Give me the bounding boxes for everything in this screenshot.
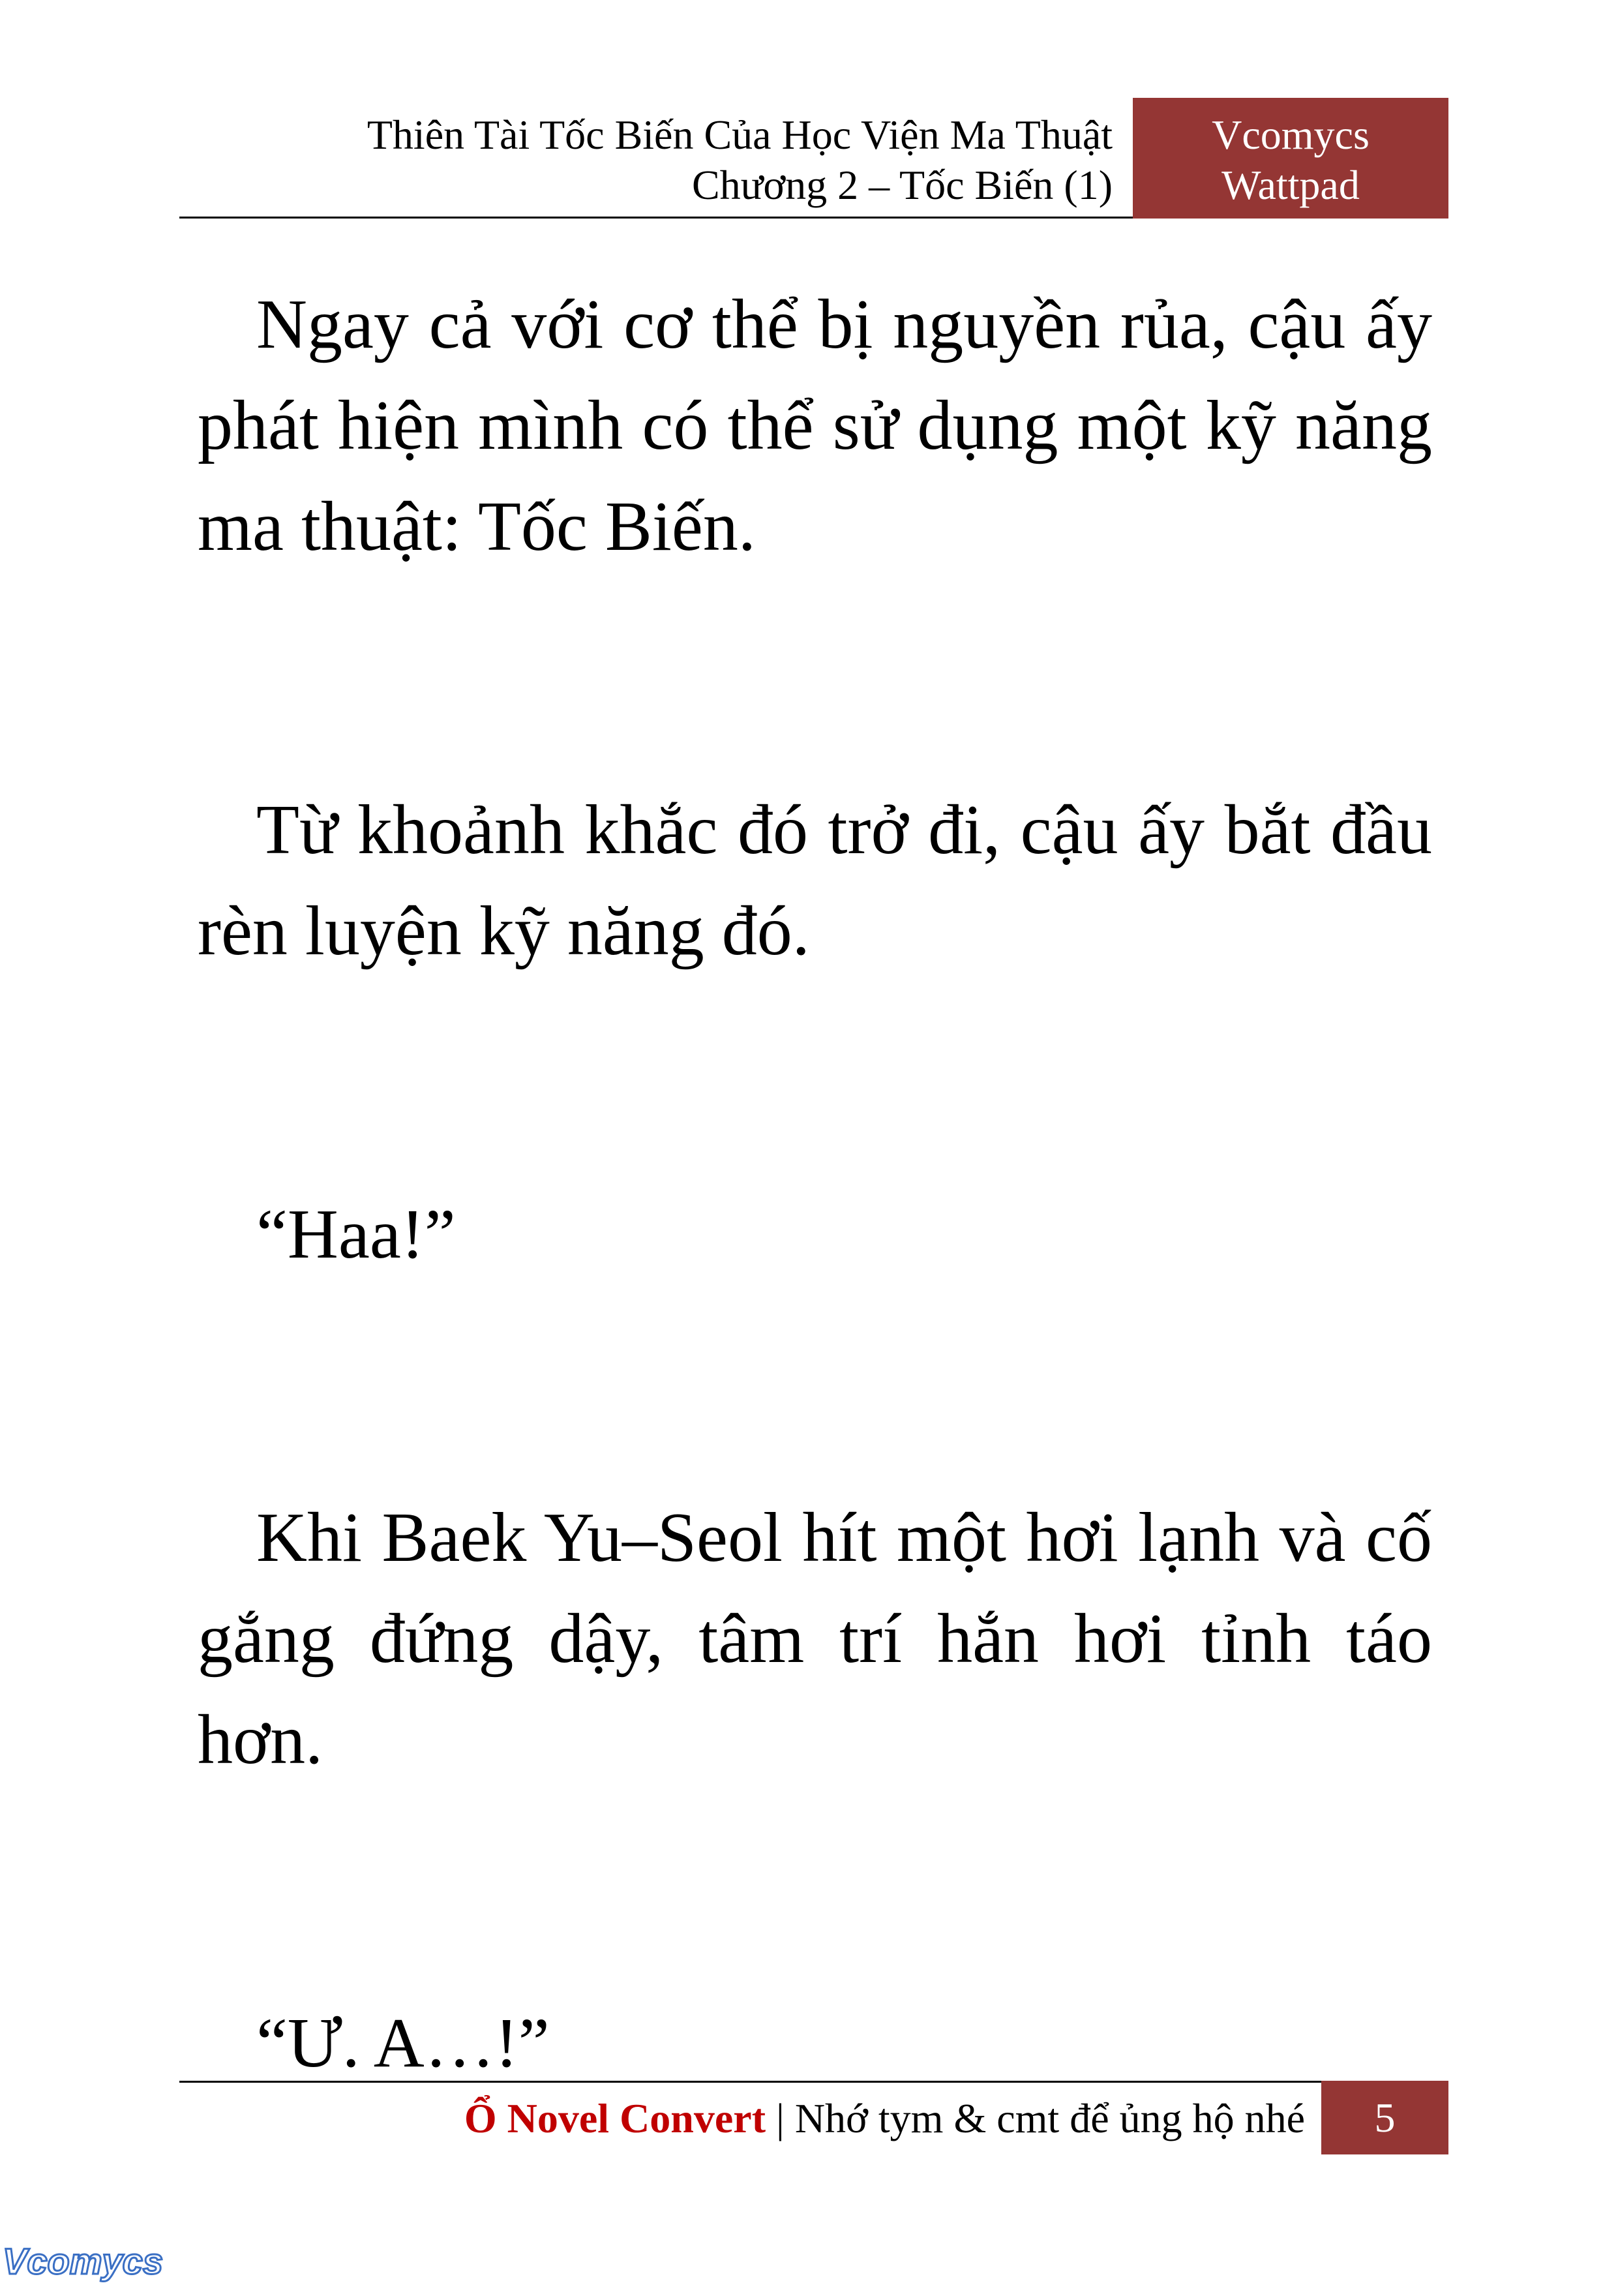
brand-line-vcomycs: Vcomycs <box>1212 112 1370 158</box>
paragraph: “Ư. A…!” <box>256 2004 550 2082</box>
brand-line-wattpad: Wattpad <box>1221 162 1360 208</box>
vcomycs-logo-icon <box>0 2237 170 2283</box>
page-number: 5 <box>1321 2081 1448 2154</box>
page-header <box>179 98 1448 219</box>
paragraph: Khi Baek Yu–Seol hít một hơi lạnh và cố gắng đứng dậy, tâm trí hắn hơi tỉnh táo hơn. <box>198 1499 1432 1779</box>
book-title: Thiên Tài Tốc Biến Của Học Viện Ma Thuật <box>367 112 1113 158</box>
footer-brand: Ổ Novel Convert <box>464 2095 766 2141</box>
header-titles <box>367 110 1113 210</box>
paragraph: Ngay cả với cơ thể bị nguyền rủa, cậu ấy phát hiện mình có thể sử dụng một kỹ năng ma thuật: Tốc Biến. <box>198 286 1432 566</box>
chapter-title: Chương 2 – Tốc Biến (1) <box>691 162 1113 208</box>
brand-box <box>1133 98 1448 219</box>
paragraph: “Haa!” <box>256 1196 456 1273</box>
paragraph: Từ khoảnh khắc đó trở đi, cậu ấy bắt đầu rèn luyện kỹ năng đó. <box>198 791 1432 970</box>
watermark-text: Vcomycs <box>3 2241 163 2282</box>
footer-separator: | <box>766 2095 795 2141</box>
page-footer <box>179 2081 1448 2152</box>
footer-text <box>464 2092 1305 2145</box>
footer-message: Nhớ tym & cmt để ủng hộ nhé <box>794 2095 1305 2141</box>
chapter-content <box>198 274 1432 2296</box>
